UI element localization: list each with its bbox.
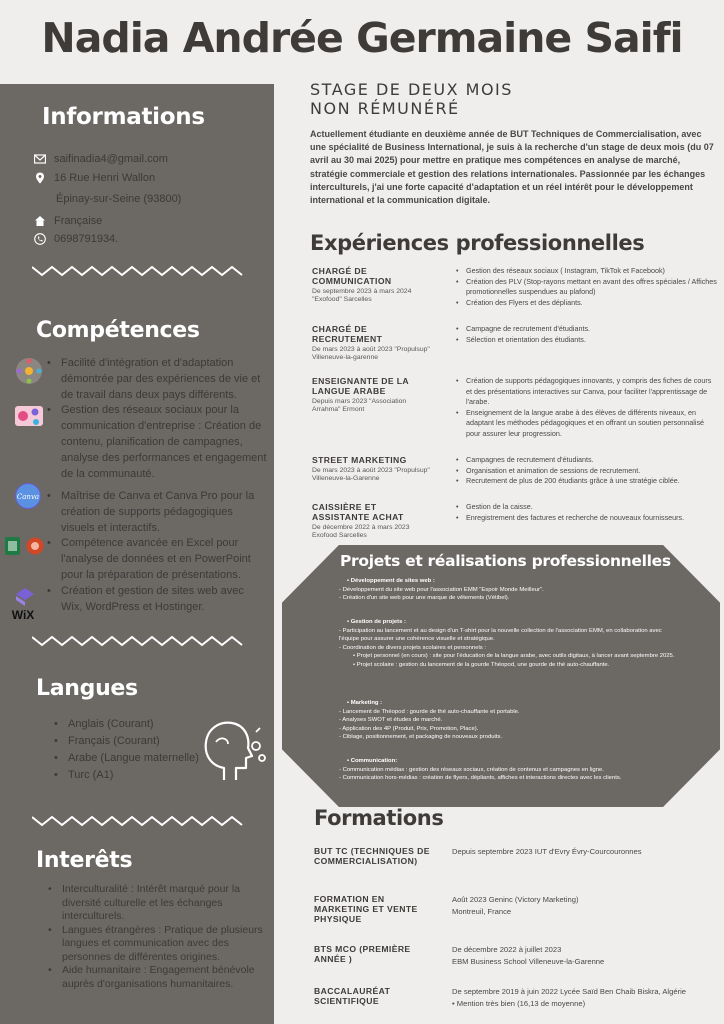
skill-item: • Facilité d'intégration et d'adaptation démontrée par des expériences de vie et de travail dans deux pays différents. xyxy=(47,357,261,401)
phone-text[interactable]: 0698791934. xyxy=(54,233,119,245)
project-group: • Communication: - Communication médias : gestion des réseaux sociaux, création de contenus et campagnes en ligne. - Communication hors-médias : création de flyers, dépliants, affiches et interactions directes avec les clients. xyxy=(339,758,622,782)
language-item: • Anglais (Courant) xyxy=(52,716,199,733)
skill-item: • Gestion des réseaux sociaux pour la communication d'entreprise : Création de contenu, planification de campagnes, analyse des performances et engagement de la communauté. xyxy=(47,404,267,480)
wix-icon-text: WiX xyxy=(11,608,35,622)
formation-item: FORMATION EN MARKETING ET VENTE PHYSIQUE Août 2023 Geninc (Victory Marketing) Montreuil, France xyxy=(314,894,579,924)
experience-item: CAISSIÈRE ET ASSISTANTE ACHAT De décembre 2022 à mars 2023 Exofood Sarcelles • Gestion de la caisse. • Enregistrement des factures et recherche de nouveaux fournisseurs. xyxy=(312,502,714,542)
zigzag-divider-3 xyxy=(32,814,244,828)
interest-item: • Aide humanitaire : Engagement bénévole auprès d'organisations humanitaires. xyxy=(46,964,268,991)
zigzag-divider-1 xyxy=(32,264,244,278)
interest-item: • Langues étrangères : Pratique de plusieurs langues et communication avec des personnes de différentes origines. xyxy=(46,924,268,965)
experience-heading: Expériences professionnelles xyxy=(310,231,645,255)
language-item: • Français (Courant) xyxy=(52,733,199,750)
formation-item: BACCALAURÉAT SCIENTIFIQUE De septembre 2019 à juin 2022 Lycée Saïd Ben Chaib Biskra, Algérie • Mention très bien (16,13 de moyenne) xyxy=(314,986,687,1008)
phone-icon xyxy=(34,233,46,245)
projects-heading: Projets et réalisations professionnelles xyxy=(340,552,671,570)
experience-item: CHARGÉ DE RECRUTEMENT De mars 2023 à août 2023 "Propulsup" Villeneuve-la-garenne • Campagne de recrutement d'étudiants. • Sélection et orientation des étudiants. xyxy=(312,324,714,370)
skill-item: • Maîtrise de Canva et Canva Pro pour la création de supports pédagogiques visuels et interactifs. xyxy=(47,490,255,534)
address-line-2: Épinay-sur-Seine (93800) xyxy=(56,193,182,205)
home-flag-icon xyxy=(34,215,46,227)
skills-list xyxy=(0,355,274,615)
page-title: Nadia Andrée Germaine Saifi xyxy=(41,14,683,62)
skill-item: • Compétence avancée en Excel pour l'analyse de données et en PowerPoint pour la préparation de présentations. xyxy=(47,537,251,581)
email-text[interactable]: saifinadia4@gmail.com xyxy=(54,153,168,165)
experience-item: CHARGÉ DE COMMUNICATION De septembre 2023 à mars 2024 "Exofood" Sarcelles • Gestion des réseaux sociaux ( Instagram, TikTok et Facebook) • Création des PLV (Stop-rayons mettant en avant des offres spéciales / Affiches promotionnelles suspendues au plafond) • Création des Flyers et des dépliants. xyxy=(312,266,714,322)
location-pin-icon xyxy=(34,172,46,184)
interest-item: • Interculturalité : Intérêt marqué pour la diversité culturelle et les échanges interculturels. xyxy=(46,883,268,924)
skills-heading: Compétences xyxy=(36,318,200,343)
nationality-text: Française xyxy=(54,214,103,227)
languages-list xyxy=(52,716,199,784)
formation-item: BTS MCO (PREMIÈRE ANNÉE ) De décembre 2022 à juillet 2023 EBM Business School Villeneuve-la-Garenne xyxy=(314,944,605,966)
languages-heading: Langues xyxy=(36,676,138,701)
formation-item: BUT TC (TECHNIQUES DE COMMERCIALISATION) Depuis septembre 2023 IUT d'Evry Évry-Courcouronnes xyxy=(314,846,642,866)
interests-list xyxy=(46,883,268,991)
language-item: • Turc (A1) xyxy=(52,767,199,784)
intro-paragraph: Actuellement étudiante en deuxième année de BUT Techniques de Commercialisation, avec une spécialité de Business International, je suis à la recherche d'un stage de deux mois (du 07 avril au 30 mai 2025) pour mettre en pratique mes compétences en analyse de marché, stratégie commerciale et gestion des relations internationales. Passionnée par les échanges interculturels, j'ai une forte capacité d'adaptation et un réel intérêt pour le développement international et la communication digitale. xyxy=(310,129,714,206)
project-group: • Marketing : - Lancement de Théopod : gourde de thé auto-chauffante et portable. - Analyses SWOT et études de marché. - Application des 4P (Produit, Prix, Promotion, Place). - Ciblage, positionnement, et packaging de nouveaux produits. xyxy=(339,700,520,741)
language-item: • Arabe (Langue maternelle) xyxy=(52,750,199,767)
experience-item: STREET MARKETING De mars 2023 à août 2023 "Propulsup" Villeneuve-la-Garenne • Campagnes de recrutement d'étudiants. • Organisation et animation de sessions de recrutement. • Recrutement de plus de 200 étudiants grâce à une stratégie ciblée. xyxy=(312,455,714,495)
interests-heading: Interêts xyxy=(36,848,133,873)
project-group: • Développement de sites web : - Développement du site web pour l'association EMM "Espoir Monde Meilleur". - Création d'un site web pour une marque de vêtements (Vétibel). xyxy=(339,578,544,602)
address-line-1: 16 Rue Henri Wallon xyxy=(54,171,156,184)
info-heading: Informations xyxy=(42,104,205,130)
formations-heading: Formations xyxy=(314,806,444,830)
contact-block xyxy=(34,150,181,249)
zigzag-divider-2 xyxy=(32,634,244,648)
canva-icon-text: Canva xyxy=(16,493,40,501)
skill-item: • Création et gestion de sites web avec Wix, WordPress et Hostinger. xyxy=(47,585,244,613)
stage-title: STAGE DE DEUX MOIS NON RÉMUNÉRÉ xyxy=(310,80,513,118)
speaking-head-icon xyxy=(194,718,270,784)
mail-icon xyxy=(34,153,46,165)
project-group: • Gestion de projets : - Participation au lancement et au design d'un T-shirt pour la nouvelle collection de l'association EMM, en collaboration avec l'équipe pour assurer une cohérence visuelle et stratégique. - Coordination de divers projets scolaires et personnels : • Projet personnel (en cours) : site pour l'éducation de la langue arabe, avec outils digitaux, à lancer avant septembre 2025. • Projet scolaire : gestion du lancement de la gourde Théopod, une gourde de thé auto-chauffante. xyxy=(339,619,675,668)
experience-item: ENSEIGNANTE DE LA LANGUE ARABE Depuis mars 2023 "Association Arrahma" Ermont • Création de supports pédagogiques innovants, y compris des fiches de cours et des présentations interactives sur Canva, pour faciliter l'apprentissage de l'arabe. • Enseignement de la langue arabe à des élèves de différents niveaux, en adaptant les méthodes pédagogiques et en offrant un soutien personnalisé pour assurer leur progression. xyxy=(312,376,714,448)
